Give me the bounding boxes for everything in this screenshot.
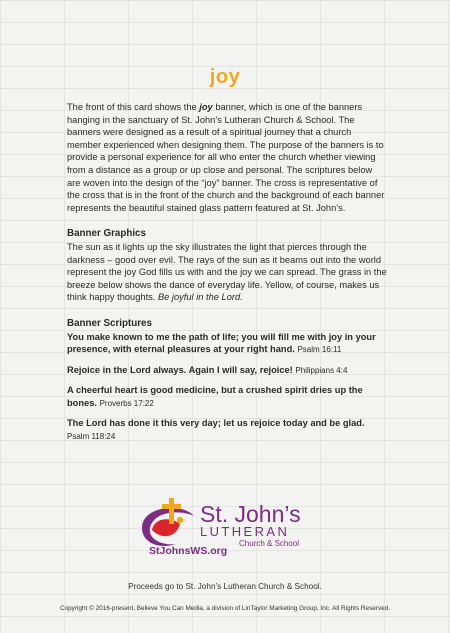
logo-name-line2: LUTHERAN	[200, 524, 290, 539]
card-content	[67, 101, 387, 451]
website-link[interactable]: StJohnsWS.org	[149, 545, 228, 557]
graphics-italic: Be joyful in the Lord.	[157, 292, 243, 303]
scripture-ref: Philippians 4:4	[295, 365, 348, 375]
logo-cross-vertical	[169, 498, 174, 524]
scripture-text: A cheerful heart is good medicine, but a crushed spirit dries up the bones.	[67, 385, 363, 408]
intro-text-before: The front of this card shows the	[67, 102, 200, 112]
logo-name-line1: St. John’s	[200, 501, 301, 527]
intro-text-after: banner, which is one of the banners hanging in the sanctuary of St. John’s Lutheran Church & School. The banners were designed as a result of a spiritual journey that a church member experienced when designing them. The purpose of the banners is to provide a personal experience for all who enter the church whether viewing from a distance as a group or up close and personal. The scriptures below are woven into the design of the “joy” banner. The cross is representative of the cross that is in the front of the church and the background of each banner represents the beautiful stained glass pattern featured at St. John’s.	[67, 102, 385, 213]
scripture-item	[67, 331, 387, 357]
logo-figure-head	[177, 517, 183, 523]
copyright-notice: Copyright © 2016-present, Believe You Can Media, a division of LinTaylor Marketing Group, Inc. All Rights Reserved.	[59, 605, 391, 612]
scripture-text: The Lord has done it this very day; let us rejoice today and be glad.	[67, 418, 365, 429]
logo-cross-horizontal	[162, 504, 181, 509]
logo-swoosh-red	[152, 519, 180, 536]
scripture-text: Rejoice in the Lord always. Again I will say, rejoice!	[67, 364, 293, 375]
banner-graphics-paragraph	[67, 241, 387, 304]
scripture-ref: Psalm 118:24	[67, 432, 116, 442]
logo-name-line3: Church & School	[239, 539, 300, 548]
banner-graphics-heading: Banner Graphics	[67, 228, 146, 240]
page-title: joy	[209, 66, 241, 88]
scripture-ref: Psalm 16:11	[297, 345, 342, 355]
banner-scriptures-heading: Banner Scriptures	[67, 317, 152, 329]
scripture-item	[67, 417, 387, 443]
scripture-ref: Proverbs 17:22	[99, 398, 154, 408]
scripture-item	[67, 384, 387, 410]
graphics-text: The sun as it lights up the sky illustrates the light that pierces through the darkness – good over evil. The rays of the sun as it beams out into the world represent the joy God fills us with and the joy we can spread. The grass in the breeze below shows the dance of everyday life. Yellow, of course, makes us think happy thoughts.	[67, 241, 387, 303]
scripture-item	[67, 364, 387, 378]
scripture-text: You make known to me the path of life; you will fill me with joy in your presence, with eternal pleasures at your right hand.	[67, 331, 376, 355]
proceeds-note: Proceeds go to St. John’s Lutheran Church & School.	[128, 582, 322, 591]
intro-paragraph	[67, 101, 387, 214]
intro-joy-word: joy	[199, 102, 213, 112]
